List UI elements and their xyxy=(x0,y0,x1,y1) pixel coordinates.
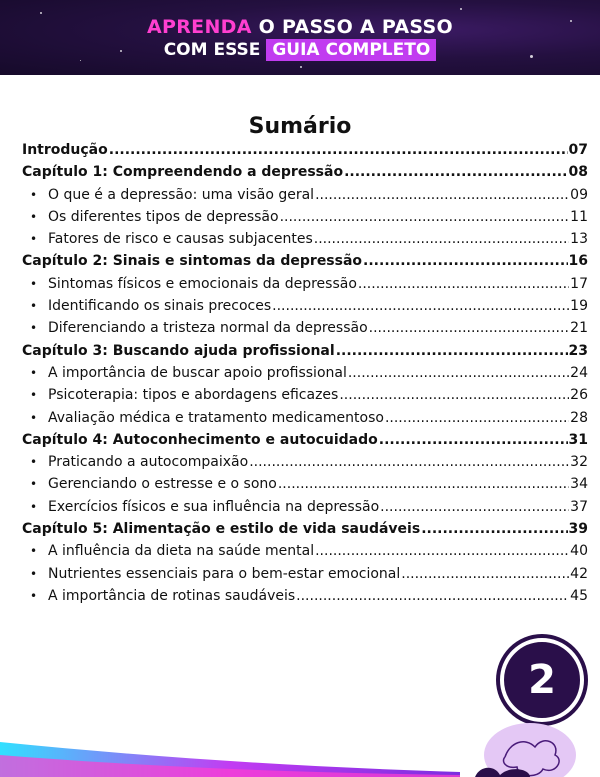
bullet-icon: • xyxy=(30,276,38,291)
toc-page-number: 19 xyxy=(570,298,588,315)
toc-section-entry xyxy=(22,231,588,253)
toc-chapter-entry xyxy=(22,253,588,275)
toc-page-number: 23 xyxy=(568,342,588,359)
banner-line-1-text: O PASSO A PASSO xyxy=(251,16,453,38)
toc-section-entry xyxy=(22,499,588,521)
toc-label: Fatores de risco e causas subjacentes xyxy=(48,231,313,248)
table-of-contents xyxy=(22,142,588,610)
bullet-icon: • xyxy=(30,455,38,470)
toc-page-number: 39 xyxy=(568,521,588,538)
bullet-icon: • xyxy=(30,187,38,202)
toc-leader-dots xyxy=(336,343,568,359)
bullet-icon: • xyxy=(30,388,38,403)
toc-label: Exercícios físicos e sua influência na depressão xyxy=(48,498,380,515)
toc-leader-dots xyxy=(339,387,569,403)
toc-leader-dots xyxy=(109,142,568,158)
toc-page-number: 08 xyxy=(568,164,588,181)
toc-label: Capítulo 1: Compreendendo a depressão xyxy=(22,164,344,181)
bullet-icon: • xyxy=(30,588,38,603)
toc-leader-dots xyxy=(348,365,569,381)
toc-label: Avaliação médica e tratamento medicamentoso xyxy=(48,409,384,426)
toc-leader-dots xyxy=(314,231,569,247)
header-banner xyxy=(0,0,600,75)
toc-leader-dots xyxy=(401,566,569,582)
toc-label: Capítulo 3: Buscando ajuda profissional xyxy=(22,342,335,359)
bullet-icon: • xyxy=(30,299,38,314)
toc-leader-dots xyxy=(379,432,568,448)
toc-section-entry xyxy=(22,320,588,342)
toc-leader-dots xyxy=(315,187,569,203)
toc-section-entry xyxy=(22,566,588,588)
toc-leader-dots xyxy=(315,543,569,559)
toc-label: Gerenciando o estresse e o sono xyxy=(48,476,277,493)
toc-page-number: 11 xyxy=(570,208,588,225)
toc-label: Diferenciando a tristeza normal da depressão xyxy=(48,320,368,337)
toc-leader-dots xyxy=(296,588,569,604)
page-title: Sumário xyxy=(248,114,352,139)
brain-illustration xyxy=(484,723,576,777)
toc-section-entry xyxy=(22,209,588,231)
toc-label: A importância de rotinas saudáveis xyxy=(48,587,296,604)
toc-label: A influência da dieta na saúde mental xyxy=(48,543,315,560)
toc-page-number: 21 xyxy=(570,320,588,337)
bullet-icon: • xyxy=(30,499,38,514)
toc-page-number: 16 xyxy=(568,253,588,270)
toc-page-number: 42 xyxy=(570,565,588,582)
bullet-icon: • xyxy=(30,566,38,581)
toc-label: A importância de buscar apoio profissional xyxy=(48,364,347,381)
toc-page-number: 40 xyxy=(570,543,588,560)
toc-label: Psicoterapia: tipos e abordagens eficazes xyxy=(48,387,339,404)
toc-leader-dots xyxy=(421,521,567,537)
toc-leader-dots xyxy=(278,476,569,492)
toc-leader-dots xyxy=(380,499,569,515)
toc-chapter-entry xyxy=(22,432,588,454)
banner-line-2-text: COM ESSE xyxy=(163,40,267,60)
toc-label: O que é a depressão: uma visão geral xyxy=(48,186,315,203)
bullet-icon: • xyxy=(30,232,38,247)
toc-page-number: 07 xyxy=(568,142,588,158)
toc-section-entry xyxy=(22,387,588,409)
toc-label: Nutrientes essenciais para o bem-estar emocional xyxy=(48,565,401,582)
banner-highlight-word: APRENDA xyxy=(147,16,252,38)
toc-label: Identificando os sinais precoces xyxy=(48,298,272,315)
toc-page-number: 28 xyxy=(570,409,588,426)
toc-page-number: 26 xyxy=(570,387,588,404)
toc-leader-dots xyxy=(280,209,570,225)
bullet-icon: • xyxy=(30,321,38,336)
bullet-icon: • xyxy=(30,209,38,224)
banner-line-1 xyxy=(0,16,600,38)
toc-page-number: 32 xyxy=(570,454,588,471)
toc-label: Capítulo 4: Autoconhecimento e autocuidado xyxy=(22,431,378,448)
toc-section-entry xyxy=(22,410,588,432)
toc-leader-dots xyxy=(344,164,567,180)
bullet-icon: • xyxy=(30,477,38,492)
toc-label: Capítulo 5: Alimentação e estilo de vida saudáveis xyxy=(22,521,421,538)
toc-label: Praticando a autocompaixão xyxy=(48,454,249,471)
toc-section-entry xyxy=(22,543,588,565)
toc-page-number: 45 xyxy=(570,587,588,604)
toc-label: Sintomas físicos e emocionais da depressão xyxy=(48,275,357,292)
toc-chapter-entry xyxy=(22,164,588,186)
toc-page-number: 13 xyxy=(570,231,588,248)
bullet-icon: • xyxy=(30,410,38,425)
toc-leader-dots xyxy=(385,410,569,426)
toc-page-number: 09 xyxy=(570,186,588,203)
decorative-bottom-wave xyxy=(0,667,600,777)
toc-section-entry xyxy=(22,588,588,610)
toc-label: Os diferentes tipos de depressão xyxy=(48,208,279,225)
page-number-badge: 2 xyxy=(500,638,584,722)
toc-section-entry xyxy=(22,187,588,209)
toc-page-number: 17 xyxy=(570,275,588,292)
toc-page-number: 34 xyxy=(570,476,588,493)
toc-label: Introdução xyxy=(22,142,108,158)
toc-section-entry xyxy=(22,298,588,320)
toc-leader-dots xyxy=(363,253,567,269)
toc-page-number: 31 xyxy=(568,431,588,448)
toc-leader-dots xyxy=(249,454,569,470)
toc-leader-dots xyxy=(272,298,569,314)
toc-page-number: 24 xyxy=(570,364,588,381)
toc-page-number: 37 xyxy=(570,498,588,515)
bullet-icon: • xyxy=(30,365,38,380)
toc-section-entry xyxy=(22,365,588,387)
toc-chapter-entry xyxy=(22,142,588,164)
toc-section-entry xyxy=(22,454,588,476)
toc-leader-dots xyxy=(369,320,570,336)
bullet-icon: • xyxy=(30,544,38,559)
toc-section-entry xyxy=(22,276,588,298)
toc-chapter-entry xyxy=(22,521,588,543)
banner-highlight-box: GUIA COMPLETO xyxy=(266,39,436,61)
toc-leader-dots xyxy=(358,276,569,292)
banner-line-2 xyxy=(0,40,600,60)
toc-section-entry xyxy=(22,476,588,498)
toc-label: Capítulo 2: Sinais e sintomas da depressão xyxy=(22,253,363,270)
toc-chapter-entry xyxy=(22,343,588,365)
